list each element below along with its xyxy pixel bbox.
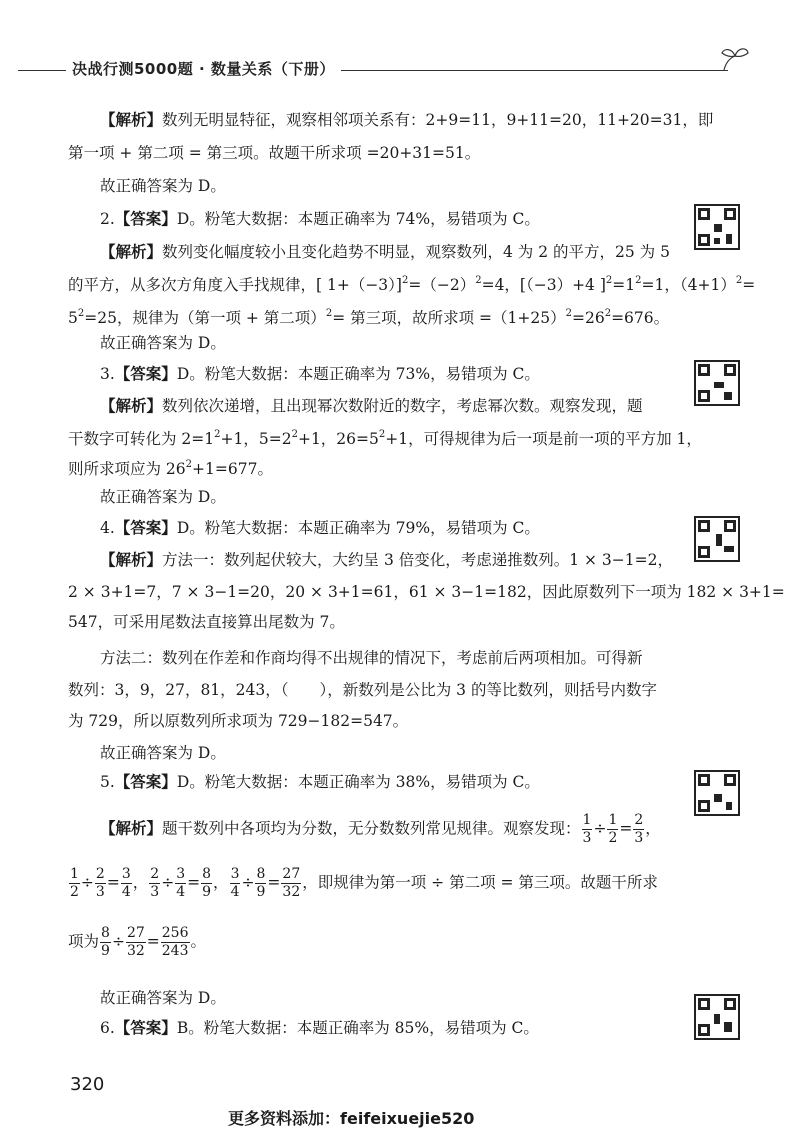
text: 数列依次递增，且出现幂次数附近的数字，考虑幂次数。观察发现，题 xyxy=(162,397,643,415)
punct: ， xyxy=(645,819,661,838)
punct: 。 xyxy=(190,932,207,951)
header-rule-right xyxy=(298,70,728,71)
fraction: $\frac{2}{3}$ xyxy=(95,866,105,900)
q4-analysis-line3: 547，可采用尾数法直接算出尾数为 7。 xyxy=(68,613,345,631)
q1-analysis xyxy=(100,104,714,137)
fraction: $\frac{27}{32}$ xyxy=(282,866,301,900)
text: D。粉笔大数据：本题正确率为 38%，易错项为 C。 xyxy=(176,773,540,791)
text: 方法一：数列起伏较大，大约呈 3 倍变化，考虑递推数列。1 × 3−1=2， xyxy=(162,551,673,569)
operator: = xyxy=(187,873,201,892)
text: 干数字可转化为 2=1 xyxy=(68,430,215,448)
qr-code[interactable] xyxy=(694,770,740,816)
text: =1，（4+1） xyxy=(641,276,736,294)
q4-answer xyxy=(100,512,700,545)
text: 题干数列中各项均为分数，无分数数列常见规律。观察发现： xyxy=(162,819,581,838)
leaf-icon xyxy=(720,44,750,72)
exponent: 2 xyxy=(214,429,221,440)
q1-conclusion: 故正确答案为 D。 xyxy=(100,177,226,195)
text: 数列无明显特征，观察相邻项关系有：2+9=11，9+11=20，11+20=31，即 xyxy=(162,111,714,129)
header-rule-left xyxy=(18,70,66,71)
exponent: 2 xyxy=(604,308,612,319)
qr-code[interactable] xyxy=(694,516,740,562)
operator: = xyxy=(146,932,160,951)
exponent: 2 xyxy=(565,308,572,319)
q4-analysis-line2: 2 × 3+1=7，7 × 3−1=20，20 × 3+1=61，61 × 3−1=182，因此原数列下一项为 182 × 3+1= xyxy=(68,583,785,601)
fraction: $\frac{8}{9}$ xyxy=(256,866,266,900)
operator: ÷ xyxy=(80,873,94,892)
operator: ÷ xyxy=(161,873,175,892)
text: +1，可得规律为后一项是前一项的平方加 1， xyxy=(385,430,702,448)
answer-tag: 【答案】 xyxy=(114,1019,177,1037)
text: ，即规律为第一项 ÷ 第二项 = 第三项。故题干所求 xyxy=(302,873,658,892)
running-header xyxy=(18,56,778,86)
exponent: 2 xyxy=(735,275,743,286)
exponent: 2 xyxy=(185,459,193,470)
fraction: $\frac{1}{2}$ xyxy=(608,812,618,846)
q2-analysis xyxy=(100,236,700,269)
question-number: 2. xyxy=(100,210,115,228)
fraction: $\frac{2}{3}$ xyxy=(634,812,644,846)
fraction: $\frac{8}{9}$ xyxy=(101,925,110,959)
fraction: $\frac{1}{2}$ xyxy=(70,866,79,900)
operator: = xyxy=(619,819,633,838)
page-number: 320 xyxy=(70,1074,105,1095)
qr-code[interactable] xyxy=(694,204,740,250)
text: =（−2） xyxy=(408,276,476,294)
text: D。粉笔大数据：本题正确率为 79%，易错项为 C。 xyxy=(176,519,540,537)
text: 则所求项应为 26 xyxy=(68,460,186,478)
text: 的平方，从多次方角度入手找规律，[ 1+（−3）] xyxy=(68,276,402,294)
fraction: $\frac{27}{32}$ xyxy=(126,925,145,959)
analysis-tag: 【解析】 xyxy=(100,819,163,838)
q5-analysis xyxy=(100,812,700,847)
analysis-tag: 【解析】 xyxy=(100,397,163,415)
text: +1=677。 xyxy=(192,460,273,478)
question-number: 5. xyxy=(100,773,115,791)
operator: ÷ xyxy=(593,819,607,838)
analysis-tag: 【解析】 xyxy=(100,243,163,261)
operator: ÷ xyxy=(241,873,255,892)
q5-analysis-line3 xyxy=(68,925,668,960)
text: +1，5=2 xyxy=(220,430,292,448)
fraction: $\frac{3}{4}$ xyxy=(176,866,186,900)
answer-tag: 【答案】 xyxy=(114,519,177,537)
q4-method2-line3: 为 729，所以原数列所求项为 729−182=547。 xyxy=(68,712,409,730)
text: =1 xyxy=(612,276,636,294)
text: +1，26=5 xyxy=(297,430,379,448)
text: 5 xyxy=(68,309,78,327)
analysis-tag: 【解析】 xyxy=(100,551,163,569)
q4-conclusion: 故正确答案为 D。 xyxy=(100,744,226,762)
exponent: 2 xyxy=(325,308,333,319)
fraction: $\frac{8}{9}$ xyxy=(202,866,212,900)
analysis-tag: 【解析】 xyxy=(100,111,163,129)
text: 第一项 + 第二项 = 第三项。故题干所求项 =20+31=51。 xyxy=(68,144,481,162)
text: 项为 xyxy=(68,932,100,951)
text: =676。 xyxy=(611,309,670,327)
q2-answer xyxy=(100,203,700,236)
q1-analysis-cont xyxy=(68,137,668,170)
exponent: 2 xyxy=(291,429,298,440)
fraction: $\frac{3}{4}$ xyxy=(230,866,240,900)
book-title: 决战行测5000题 · 数量关系（下册） xyxy=(66,58,341,79)
fraction: $\frac{256}{243}$ xyxy=(161,925,189,959)
q3-conclusion: 故正确答案为 D。 xyxy=(100,488,226,506)
text: D。粉笔大数据：本题正确率为 74%，易错项为 C。 xyxy=(176,210,540,228)
operator: ÷ xyxy=(111,932,125,951)
question-number: 4. xyxy=(100,519,115,537)
text: D。粉笔大数据：本题正确率为 73%，易错项为 C。 xyxy=(176,365,540,383)
q6-answer xyxy=(100,1012,700,1045)
q3-analysis xyxy=(100,390,700,423)
text: =25，规律为（第一项 + 第二项） xyxy=(84,309,326,327)
q4-method2: 方法二：数列在作差和作商均得不出规律的情况下，考虑前后两项相加。可得新 xyxy=(100,649,643,667)
exponent: 2 xyxy=(475,275,482,286)
text: =4，[（−3）+4 ] xyxy=(481,276,606,294)
exponent: 2 xyxy=(77,308,85,319)
footer-label: 更多资料添加： xyxy=(228,1109,341,1128)
q2-conclusion: 故正确答案为 D。 xyxy=(100,334,226,352)
fraction: $\frac{3}{4}$ xyxy=(121,866,131,900)
operator: = xyxy=(106,873,120,892)
text: 数列变化幅度较小且变化趋势不明显，观察数列，4 为 2 的平方，25 为 5 xyxy=(162,243,670,261)
q2-analysis-line2 xyxy=(68,269,756,302)
text: B。粉笔大数据：本题正确率为 85%，易错项为 C。 xyxy=(176,1019,539,1037)
q5-conclusion: 故正确答案为 D。 xyxy=(100,989,226,1007)
q4-method2-line2: 数列：3，9，27，81，243，（ ），新数列是公比为 3 的等比数列，则括号内数字 xyxy=(68,681,657,699)
q5-answer xyxy=(100,766,700,799)
q3-analysis-line2 xyxy=(68,423,702,456)
exponent: 2 xyxy=(401,275,409,286)
exponent: 2 xyxy=(605,275,613,286)
answer-tag: 【答案】 xyxy=(114,210,177,228)
q4-analysis xyxy=(100,544,700,577)
punct: ， xyxy=(213,873,229,892)
answer-tag: 【答案】 xyxy=(114,365,177,383)
question-number: 3. xyxy=(100,365,115,383)
fraction: $\frac{2}{3}$ xyxy=(150,866,160,900)
text: = xyxy=(742,276,756,294)
operator: = xyxy=(267,873,281,892)
footer-contact: feifeixuejie520 xyxy=(340,1109,475,1128)
exponent: 2 xyxy=(378,429,386,440)
footer-note xyxy=(228,1106,474,1129)
question-number: 6. xyxy=(100,1019,115,1037)
q3-answer xyxy=(100,358,700,391)
answer-tag: 【答案】 xyxy=(114,773,177,791)
text: = 第三项，故所求项 =（1+25） xyxy=(332,309,566,327)
exponent: 2 xyxy=(635,275,642,286)
punct: ， xyxy=(132,873,149,892)
q5-analysis-line2 xyxy=(68,866,668,901)
fraction: $\frac{1}{3}$ xyxy=(582,812,592,846)
text: =26 xyxy=(571,309,605,327)
qr-code[interactable] xyxy=(694,994,740,1040)
qr-code[interactable] xyxy=(694,360,740,406)
